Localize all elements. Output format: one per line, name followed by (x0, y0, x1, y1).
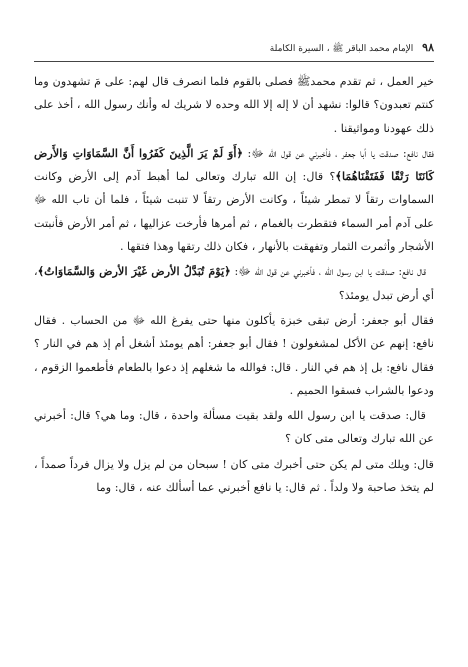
paragraph (34, 404, 434, 451)
book-page (34, 0, 434, 667)
header-rule (34, 61, 434, 62)
text-segment: خير العمل ، ثم تقدم محمدﷺ فصلى بالقوم فلما انصرف قال لهم: على مَ تشهدون وما كنتم تعبدون؟ قالوا: نشهد أن لا إله إلا الله وحده لا شريك له وأنك رسول الله ، أخذ على ذلك عهودنا ومواثيقنا . (34, 75, 434, 135)
text-segment: ؟ قال: إن الله تبارك وتعالى لما أهبط آدم إلى الأرض وكانت السماوات رتقاً لا تمطر شيئاً ، وكانت الأرض رتقاً لا تنبت شيئاً ، فلما أن تاب الله ﷻ على آدم أمر السماء فتقطرت بالغمام ، ثم أمرها فأرخت عزاليها ، ثم أمر الأرض فأنبتت الأشجار وأثمرت الثمار وتفهقت بالأنهار ، فكان ذلك رتقها وهذا فتقها . (34, 170, 434, 254)
text-segment: فقال أبو جعفر: أرض تبقى خبزة يأكلون منها حتى يفرغ الله ﷻ من الحساب . فقال نافع: إنهم عن الأكل لمشغولون ! فقال أبو جعفر: أهم يومئذ أشغل أم إذ هم في النار ؟ فقال نافع: بل إذ هم في النار . قال: فوالله ما شغلهم إذ دعوا بالطعام فأطعموا الزقوم ، ودعوا بالشراب فسقوا الحميم . (34, 313, 434, 397)
text-segment: فقال نافع: صدقت يا أبا جعفر ، فأخبرني عن قول الله ﷻ: (243, 146, 434, 160)
paragraph (34, 309, 434, 402)
quran-verse: ﴿أَوَ لَمْ يَرَ الَّذِينَ كَفَرُوا أَنَّ السَّمَاوَاتِ وَالأَرض كَانَتَا رَتْقًا فَفَتَقْنَاهُمَا﴾ (34, 145, 434, 184)
text-segment: قال: ويلك متى لم يكن حتى أخبرك متى كان ! سبحان من لم يزل ولا يزال فرداً صمداً ، لم يتخذ صاحبة ولا ولداً . ثم قال: يا نافع أخبرني عما أسألك عنه ، قال: وما (34, 457, 434, 495)
paragraph (34, 142, 434, 258)
quran-verse: ﴿يَوْمَ تُبَدَّلُ الأرض غَيْرَ الأرض وَالسَّمَاوَاتُ﴾ (37, 264, 231, 279)
body-text (34, 70, 434, 501)
paragraph (34, 453, 434, 500)
paragraph (34, 70, 434, 140)
paragraph (34, 260, 434, 307)
page-number: ٩٨ (422, 41, 434, 54)
text-segment: قال نافع: صدقت يا ابن رسول الله ، فأخبرني عن قول الله ﷻ: (230, 265, 426, 279)
text-segment: قال: صدقت يا ابن رسول الله ولقد بقيت مسألة واحدة ، قال: وما هي؟ قال: أخبرني عن الله تبارك وتعالى متى كان ؟ (34, 409, 434, 446)
running-title: الإمام محمد الباقر ﷺ ، السيرة الكاملة (269, 44, 414, 54)
page-header (34, 40, 434, 56)
text-segment: ، أي أرض تبدل يومئذ؟ (34, 265, 434, 302)
